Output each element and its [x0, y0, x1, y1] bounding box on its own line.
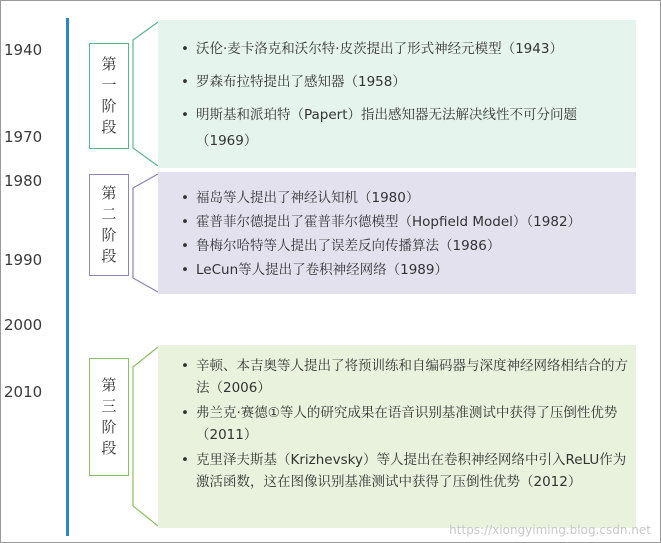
stage-1-label-char: 第	[101, 55, 117, 73]
year-label-2010: 2010	[4, 383, 43, 401]
year-label-2000: 2000	[4, 316, 43, 334]
timeline-axis	[66, 18, 69, 536]
stage-1-label-char: 段	[101, 118, 117, 136]
stage-1-item: • 沃伦·麦卡洛克和沃尔特·皮茨提出了形式神经元模型（1943）	[178, 36, 630, 62]
stage-1-label	[89, 43, 129, 149]
stage-2-label-char: 阶	[101, 226, 117, 244]
stage-3-label-char: 段	[101, 439, 117, 457]
stage-3-panel	[158, 345, 636, 528]
stage-1-item: • 罗森布拉特提出了感知器（1958）	[178, 69, 630, 95]
year-label-1980: 1980	[4, 172, 43, 190]
stage-3-item: • 弗兰克·赛德①等人的研究成果在语音识别基准测试中获得了压倒性优势（2011）	[178, 402, 630, 446]
stage-3-item: • 克里泽夫斯基（Krizhevsky）等人提出在卷积神经网络中引入ReLU作为激活函数，这在图像识别基准测试中获得了压倒性优势（2012）	[178, 449, 630, 493]
stage-1-bracket	[129, 20, 161, 168]
stage-2-label-char: 第	[101, 184, 117, 202]
stage-3-label-char: 第	[101, 376, 117, 394]
stage-3-label-char: 三	[101, 397, 117, 415]
watermark: https://xiongyiming.blog.csdn.net	[449, 523, 651, 537]
stage-2-item: • 鲁梅尔哈特等人提出了误差反向传播算法（1986）	[178, 234, 630, 258]
stage-3-bracket	[129, 345, 161, 528]
stage-3-label	[89, 358, 129, 476]
stage-3-item: • 辛顿、本吉奥等人提出了将预训练和自编码器与深度神经网络相结合的方法（2006）	[178, 355, 630, 399]
year-label-1990: 1990	[4, 251, 43, 269]
stage-1-label-char: 一	[101, 76, 117, 94]
stage-2-panel	[158, 172, 636, 294]
stage-2-label	[89, 174, 129, 276]
stage-2-bracket	[129, 172, 161, 294]
stage-2-item: • 福岛等人提出了神经认知机（1980）	[178, 186, 630, 210]
year-label-1970: 1970	[4, 128, 43, 146]
stage-2-label-char: 段	[101, 247, 117, 265]
year-label-1940: 1940	[4, 41, 43, 59]
stage-1-item: • 明斯基和派珀特（Papert）指出感知器无法解决线性不可分问题（1969）	[178, 102, 630, 154]
stage-2-label-char: 二	[101, 205, 117, 223]
stage-1-label-char: 阶	[101, 97, 117, 115]
stage-2-item: • 霍普菲尔德提出了霍普菲尔德模型（Hopfield Model）（1982）	[178, 210, 630, 234]
stage-2-item: • LeCun等人提出了卷积神经网络（1989）	[178, 258, 630, 282]
stage-3-label-char: 阶	[101, 418, 117, 436]
stage-1-panel	[158, 20, 636, 168]
